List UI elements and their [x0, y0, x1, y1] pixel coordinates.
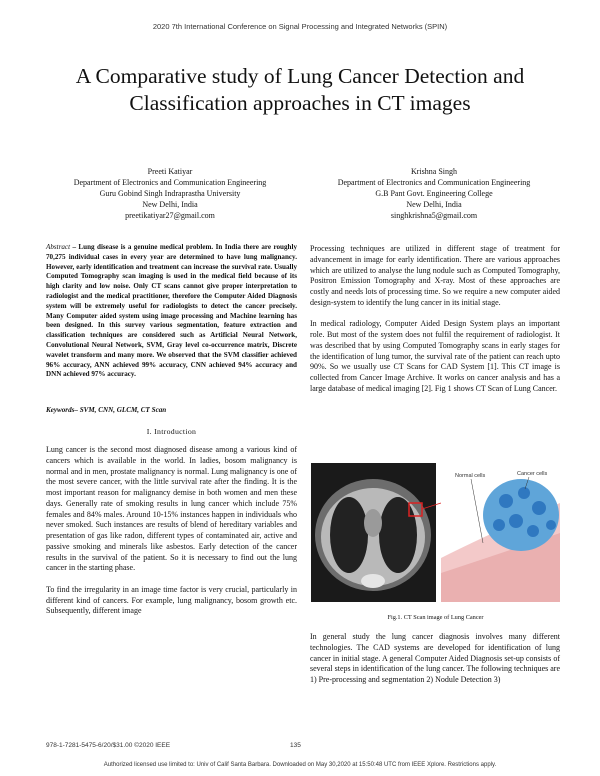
keywords: Keywords– SVM, CNN, GLCM, CT Scan: [46, 406, 167, 414]
author-name: Krishna Singh: [411, 167, 457, 176]
author-dept: Department of Electronics and Communication Engineering: [73, 178, 267, 187]
intro-text: [46, 445, 297, 628]
abstract-text: – Lung disease is a genuine medical problem. In India there are roughly 70,275 individual cases in every year are determined to have lung malignancy. However, early identification and treatment can increase the survival rate. Usually Computed Tomography scan imaging is used in the medical field because of its high clarity and low noise. Only CT scans cannot give proper interpretation to radiologist and the medical practitioner, therefore the Computer Aided Diagnosis system will be extremely useful for radiologists to detect the cancer precisely. Many Computer aided system using image processing and Machine learning has been designed. In this survey various segmentation, feature extraction and classification techniques are considered such as Artificial Neural Network, Convolutional Neural Network, SVM, Gray level co-occurrence matrix, Discrete wavelet transform and many more. We observed that the SVM classifier achieved 96% accuracy, ANN achieved 99% accuracy, CNN achieved 94% accuracy and DNN achieved 97% accuracy.: [46, 243, 297, 379]
post-figure-text: In general study the lung cancer diagnosis involves many different technologies. The CAD systems are developed for identification of lung cancer in initial stage. A general Computer Aided Diagnosis set-up consists of several steps in identification of the lung cancer. The following techniques are 1) Pre-processing and segmentation 2) Nodule Detection 3): [310, 632, 560, 684]
abstract-lead: Abstract: [46, 243, 71, 251]
author-email: preetikatiyar27@gmail.com: [125, 211, 215, 220]
right-column-text: [310, 244, 560, 405]
figure-label-normal: Normal cells: [455, 473, 486, 479]
author-dept: Department of Electronics and Communication Engineering: [337, 178, 531, 187]
author-email: singhkrishna5@gmail.com: [390, 211, 478, 220]
page-number: 135: [290, 742, 301, 749]
author-org: Guru Gobind Singh Indraprastha University: [99, 189, 241, 198]
conference-header: 2020 7th International Conference on Signal Processing and Integrated Networks (SPIN): [152, 22, 448, 31]
author-org: G.B Pant Govt. Engineering College: [375, 189, 493, 198]
paragraph: Processing techniques are utilized in different stage of treatment for advancement in image for early identification. There are various approaches which are utilized to analyse the lung nodule such as Computed Tomography, Positron Emission Tomography and X-ray. Most of these approaches are costly and needs lots of processing time. So we require a new computer aided design-system to identify the lung cancer in its initial stage.: [310, 244, 560, 307]
paragraph: To find the irregularity in an image time factor is very crucial, particularly in different kind of cancers. For example, lung malignancy, bosom growth etc. Subsequently, different image: [46, 584, 297, 616]
author-city: New Delhi, India: [406, 200, 462, 209]
abstract: [46, 243, 297, 380]
paper-title: A Comparative study of Lung Cancer Detection and Classification approaches in CT images: [75, 64, 525, 115]
author-block-1: [40, 166, 300, 221]
footer-isbn: 978-1-7281-5475-6/20/$31.00 ©2020 IEEE: [46, 742, 171, 749]
license-notice: Authorized licensed use limited to: Univ of Calif Santa Barbara. Downloaded on May 30,2020 at 15:50:48 UTC from IEEE Xplore. Restrictions apply.: [103, 762, 497, 768]
author-city: New Delhi, India: [142, 200, 198, 209]
author-block-2: [304, 166, 564, 221]
ct-scan-figure: [311, 463, 560, 602]
author-name: Preeti Katiyar: [147, 167, 193, 176]
figure-label-cancer: Cancer cells: [517, 471, 548, 477]
paragraph: Lung cancer is the second most diagnosed disease among a various kind of cancers which is available in the world. In ladies, bosom malignancy is normal and in men, prostate malignancy is normal. Lung malignancy is one of the most severe cancer, with the little survival rate after the finding. It is the most important reason for malignancy demise in both women and men these days. Generally rate of smoking results in lung cancer which include 75% females and 84% males. Around 10-15% instances happen in individuals who never smoked. Such instances are results of blend of hereditary variables and presentation of gas like radon, different types of contaminated air, active and passive smoking and minerals like asbestos. Early detection of the cancer results in the survival of the patient. So it is necessary to find out the lung cancer in the starting phase.: [46, 445, 297, 573]
figure-caption: Fig.1. CT Scan image of Lung Cancer: [387, 614, 484, 621]
ct-scan-illustration: [311, 463, 560, 602]
section-heading: I. Introduction: [146, 427, 197, 436]
paragraph: In medical radiology, Computer Aided Design System plays an important role. But most of the system does not fulfil the requirement of radiologist. It was described that by using Computed Tomography scans in early stages for the identification of lung tumor, the survival rate of the patient can reach upto 90%. So we usually use CT Scans for CAD System [1]. This CT image is collected from Cancer Image Archive. It works on cancer analysis and has a large database of medical imaging [2]. Fig 1 shows CT Scan of Lung Cancer.: [310, 319, 560, 393]
